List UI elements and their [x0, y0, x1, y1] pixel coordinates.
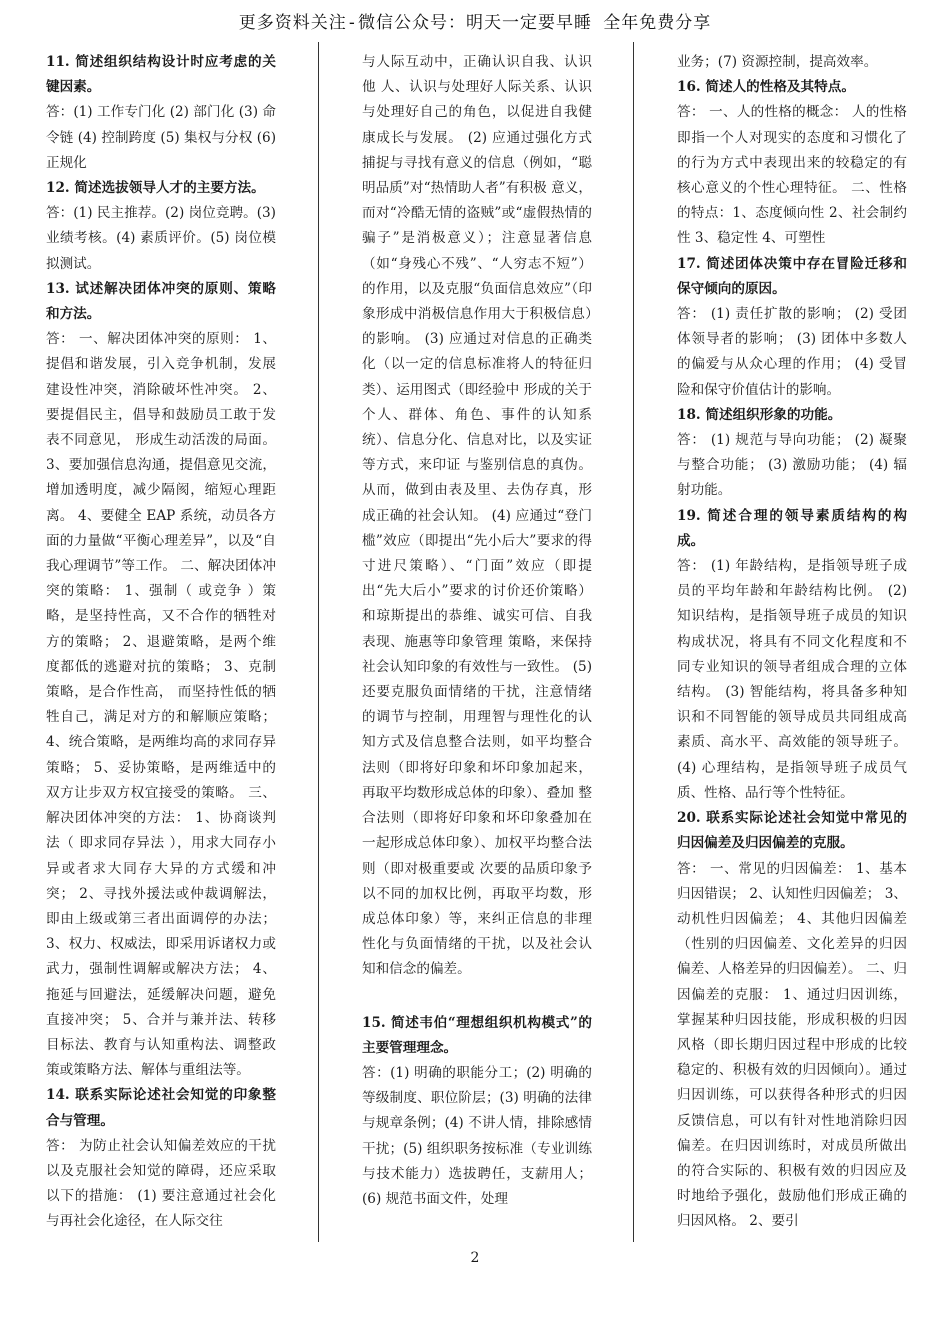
promo-banner: 更多资料关注-微信公众号：明天一定要早睡 全年免费分享 — [238, 13, 712, 33]
question-11-heading: 11. 简述组织结构设计时应考虑的关键因素。 — [46, 54, 276, 96]
column-divider-right — [633, 42, 634, 1242]
column-left — [46, 50, 276, 1235]
answer-14-part2: 与人际互动中，正确认识自我、认识他 人、认识与处理好人际关系、认识与处理好自己的角色，以促进自我健康成长与发展。 (2) 应通过强化方式捕捉与寻找有意义的信息（例如，“聪明品质”对“热情助人者”有积极 意义，而对“冷酷无情的盗贼”或“虚假热情的骗子”是消极意义）；注意显著信息（如“身残心不残”、“人穷志不短”）的作用，以及克服“负面信息效应”（印象形成中消极信息作用大于积极信息）的影响。 (3) 应通过对信息的正确类化（以一定的信息标准将人的特征归类）、运用图式（即经验中 形成的关于个人、群体、角色、事件的认知系统）、信息分化、信息对比，以及实证等方式，来印证 与鉴别信息的真伪。从而，做到由表及里、去伪存真，形成正确的社会认知。 (4) 应通过“登门槛”效应（即提出“先小后大”要求的得寸进尺策略）、“门面”效应（即提 出“先大后小”要求的讨价还价策略）和琼斯提出的恭维、诚实可信、自我表现、施惠等印象管理 策略，来保持社会认知印象的有效性与一致性。 (5) 还要克服负面情绪的干扰，注意情绪的调节与控制，用理智与理性化的认知方式及信息整合法则，如平均整合法则（即将好印象和坏印象加起来，再取平均数形成总体的印象）、叠加 整合法则（即将好印象和坏印象叠加在一起形成总体印象）、加权平均整合法则（即对极重要或 次要的品质印象予以不同的加权比例，再取平均数，形成总体印象）等，来纠正信息的非理性化与负面情绪的干扰，以及社会认知和信念的偏差。 — [362, 54, 592, 978]
answer-14-part1: 答： 为防止社会认知偏差效应的干扰以及克服社会知觉的障碍，还应采取以下的措施： (1) 要注意通过社会化与再社会化途径，在人际交往 — [46, 1137, 276, 1230]
answer-16: 答： 一、人的性格的概念： 人的性格即指一个人对现实的态度和习惯化了的行为方式中表现出来的较稳定的有核心意义的个性心理特征。 二、性格的特点：1、态度倾向性 2、社会制约性 3、稳定性 4、可塑性 — [677, 104, 907, 247]
question-20-heading: 20. 联系实际论述社会知觉中常见的归因偏差及归因偏差的克服。 — [677, 810, 907, 852]
page-number: 2 — [470, 1250, 480, 1266]
answer-15-part1: 答：(1) 明确的职能分工；(2) 明确的等级制度、职位阶层；(3) 明确的法律与规章条例；(4) 不讲人情，排除感情干扰；(5) 组织职务按标准（专业训练与技术能力）选拔聘任，支薪用人；(6) 规范书面文件，处理 — [362, 1064, 592, 1207]
column-right — [677, 50, 907, 1235]
answer-12: 答：(1) 民主推荐。(2) 岗位竞聘。(3) 业绩考核。(4) 素质评价。(5) 岗位模拟测试。 — [46, 205, 276, 272]
question-18-heading: 18. 简述组织形象的功能。 — [677, 406, 842, 423]
answer-11: 答：(1) 工作专门化 (2) 部门化 (3) 命令链 (4) 控制跨度 (5) 集权与分权 (6) 正规化 — [46, 104, 276, 171]
question-17-heading: 17. 简述团体决策中存在冒险迁移和保守倾向的原因。 — [677, 255, 907, 297]
answer-13: 答： 一、解决团体冲突的原则： 1、提倡和谐发展，引入竞争机制，发展建设性冲突，消除破坏性冲突。 2、要提倡民主，倡导和鼓励员工敢于发表不同意见， 形成生动活泼的局面。 3、要加强信息沟通，提倡意见交流，增加透明度，减少隔阂，缩短心理距离。 4、要健全 EAP 系统，动员各方面的力量做“平衡心理差异”，以及“自我心理调节”等工作。 二、解决团体冲突的策略： 1、强制（ 或竞争 ）策略，是坚持性高，又不合作的牺牲对方的策略； 2、退避策略，是两个维度都低的逃避对抗的策略； 3、克制策略，是合作性高， 而坚持性低的牺牲自己，满足对方的和解顺应策略；4、统合策略，是两维均高的求同存异策略； 5、妥协策略，是两维适中的双方让步双方权宜接受的策略。 三、解决团体冲突的方法： 1、协商谈判法（ 即求同存异法 ），用求大同存小异或者求大同存大异的方式缓和冲突； 2、寻找外援法或仲裁调解法，即由上级或第三者出面调停的办法； 3、权力、权威法，即采用诉诸权力或武力，强制性调解或解决方法； 4、拖延与回避法，延缓解决问题，避免直接冲突； 5、合并与兼并法、转移目标法、教育与认知重构法、调整政策或策略方法、解体与重组法等。 — [46, 331, 276, 1079]
answer-20: 答： 一、常见的归因偏差： 1、基本归因错误； 2、认知性归因偏差； 3、动机性归因偏差； 4、其他归因偏差（性别的归因偏差、文化差异的归因偏差、人格差异的归因偏差）。 二、归因偏差的克服： 1、通过归因训练，掌握某种归因技能，形成积极的归因风格（即长期归因过程中形成的比较稳定的、积极有效的归因倾向）。通过归因训练，可以获得各种形式的归因反馈信息，可以有针对性地消除归因偏差。在归因训练时，对成员所做出的符合实际的、积极有效的归因应及时地给予强化，鼓励他们形成正确的归因风格。 2、要引 — [677, 860, 907, 1230]
answer-18: 答： (1) 规范与导向功能； (2) 凝聚与整合功能； (3) 激励功能； (4) 辐射功能。 — [677, 432, 907, 499]
question-15-heading: 15. 简述韦伯“理想组织机构模式”的主要管理理念。 — [362, 1014, 592, 1056]
question-13-heading: 13. 试述解决团体冲突的原则、策略和方法。 — [46, 280, 276, 323]
question-19-heading: 19. 简述合理的领导素质结构的构成。 — [677, 507, 907, 549]
column-middle — [362, 50, 592, 1212]
answer-15-part2: 业务；(7) 资源控制，提高效率。 — [677, 54, 878, 70]
question-14-heading: 14. 联系实际论述社会知觉的印象整合与管理。 — [46, 1087, 276, 1129]
column-divider-left — [318, 42, 319, 1242]
answer-17: 答： (1) 责任扩散的影响； (2) 受团体领导者的影响； (3) 团体中多数人的偏爱与从众心理的作用； (4) 受冒险和保守价值估计的影响。 — [677, 306, 907, 398]
question-16-heading: 16. 简述人的性格及其特点。 — [677, 79, 855, 96]
section-gap — [362, 983, 592, 1011]
question-12-heading: 12. 简述选拔领导人才的主要方法。 — [46, 180, 265, 197]
answer-19: 答： (1) 年龄结构，是指领导班子成员的平均年龄和年龄结构比例。 (2) 知识结构，是指领导班子成员的知识构成状况，将具有不同文化程度和不同专业知识的领导者组成合理的立体结构。 (3) 智能结构，将具备多种知识和不同智能的领导成员共同组成高素质、高水平、高效能的领导班子。 (4) 心理结构，是指领导班子成员气质、性格、品行等个性特征。 — [677, 558, 907, 801]
